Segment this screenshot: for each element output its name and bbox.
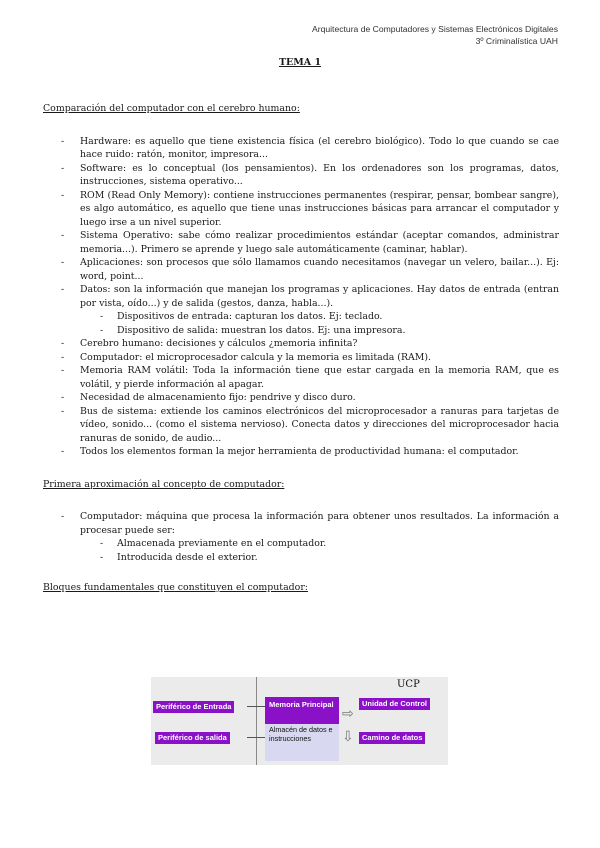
list-item: - Todos los elementos forman la mejor herramienta de productividad humana: el computador. <box>43 445 559 459</box>
comparison-list <box>43 135 559 459</box>
arrow-right-icon: ⇨ <box>342 705 354 721</box>
section-title-concept: Primera aproximación al concepto de computador: <box>43 478 285 490</box>
connector-line <box>247 706 265 707</box>
arrow-down-icon: ⇩ <box>342 728 354 744</box>
datapath-box: Camino de datos <box>359 732 425 744</box>
sublist-item: - Dispositivo de salida: muestran los datos. Ej: una impresora. <box>80 324 559 338</box>
list-item: - Memoria RAM volátil: Toda la información tiene que estar cargada en la memoria RAM, que es volátil, y pierde información al apagar. <box>43 364 559 391</box>
connector-line <box>247 737 265 738</box>
main-memory-box: Memoria Principal <box>265 697 339 724</box>
control-unit-box: Unidad de Control <box>359 698 430 710</box>
header-course: Arquitectura de Computadores y Sistemas Electrónicos Digitales <box>312 24 558 34</box>
list-item: - Cerebro humano: decisiones y cálculos ¿memoria infinita? <box>43 337 559 351</box>
list-item-computador <box>43 510 559 564</box>
list-item: - Necesidad de almacenamiento fijo: pendrive y disco duro. <box>43 391 559 405</box>
document-body <box>43 102 559 614</box>
diagram-divider <box>256 677 257 765</box>
list-item: - Computador: el microprocesador calcula y la memoria es limitada (RAM). <box>43 351 559 365</box>
list-item-datos <box>43 283 559 337</box>
data-store-box: Almacén de datos e instrucciones <box>265 724 339 761</box>
list-item: - Hardware: es aquello que tiene existencia física (el cerebro biológico). Todo lo que cuando se cae hace ruido: ratón, monitor, impresora... <box>43 135 559 162</box>
sublist-item: - Almacenada previamente en el computador. <box>80 537 559 551</box>
datos-sublist <box>80 310 559 337</box>
sublist-item: - Dispositivos de entrada: capturan los datos. Ej: teclado. <box>80 310 559 324</box>
ucp-label: UCP <box>397 679 420 690</box>
page-title: TEMA 1 <box>278 57 322 68</box>
section-title-blocks: Bloques fundamentales que constituyen el computador: <box>43 582 308 593</box>
list-item: - Software: es lo conceptual (los pensamientos). En los ordenadores son los programas, datos, instrucciones, sistema operativo... <box>43 162 559 189</box>
list-item: - Sistema Operativo: sabe cómo realizar procedimientos estándar (aceptar comandos, administrar memoria...). Primero se aprende y luego sale automáticamente (caminar, hablar). <box>43 229 559 256</box>
concept-list <box>43 510 559 564</box>
list-item: - Aplicaciones: son procesos que sólo llamamos cuando necesitamos (navegar un velero, bailar...). Ej: word, point... <box>43 256 559 283</box>
list-item-text: Computador: máquina que procesa la información para obtener unos resultados. La información a procesar puede ser: <box>80 511 559 536</box>
computer-blocks-diagram <box>151 677 448 765</box>
concept-sublist <box>80 537 559 564</box>
header-degree: 3º Criminalística UAH <box>475 36 558 46</box>
peripheral-input-box: Periférico de Entrada <box>153 701 234 713</box>
list-item: - ROM (Read Only Memory): contiene instrucciones permanentes (respirar, pensar, bombear sangre), es algo automático, es aquello que tiene unas instrucciones básicas para arrancar el computador y luego irse a un nivel superior. <box>43 189 559 230</box>
page-header <box>312 23 558 47</box>
peripheral-output-box: Periférico de salida <box>155 732 230 744</box>
sublist-item: - Introducida desde el exterior. <box>80 551 559 565</box>
section-title-comparison: Comparación del computador con el cerebro humano: <box>43 103 300 114</box>
list-item: - Bus de sistema: extiende los caminos electrónicos del microprocesador a ranuras para tarjetas de vídeo, sonido... (como el sistema nervioso). Conecta datos y direcciones del microprocesador hacia ranuras de sonido, de audio... <box>43 405 559 446</box>
list-item-text: Datos: son la información que manejan los programas y aplicaciones. Hay datos de entrada (entran por vista, oído...) y de salida (gestos, danza, habla...). <box>80 284 559 309</box>
